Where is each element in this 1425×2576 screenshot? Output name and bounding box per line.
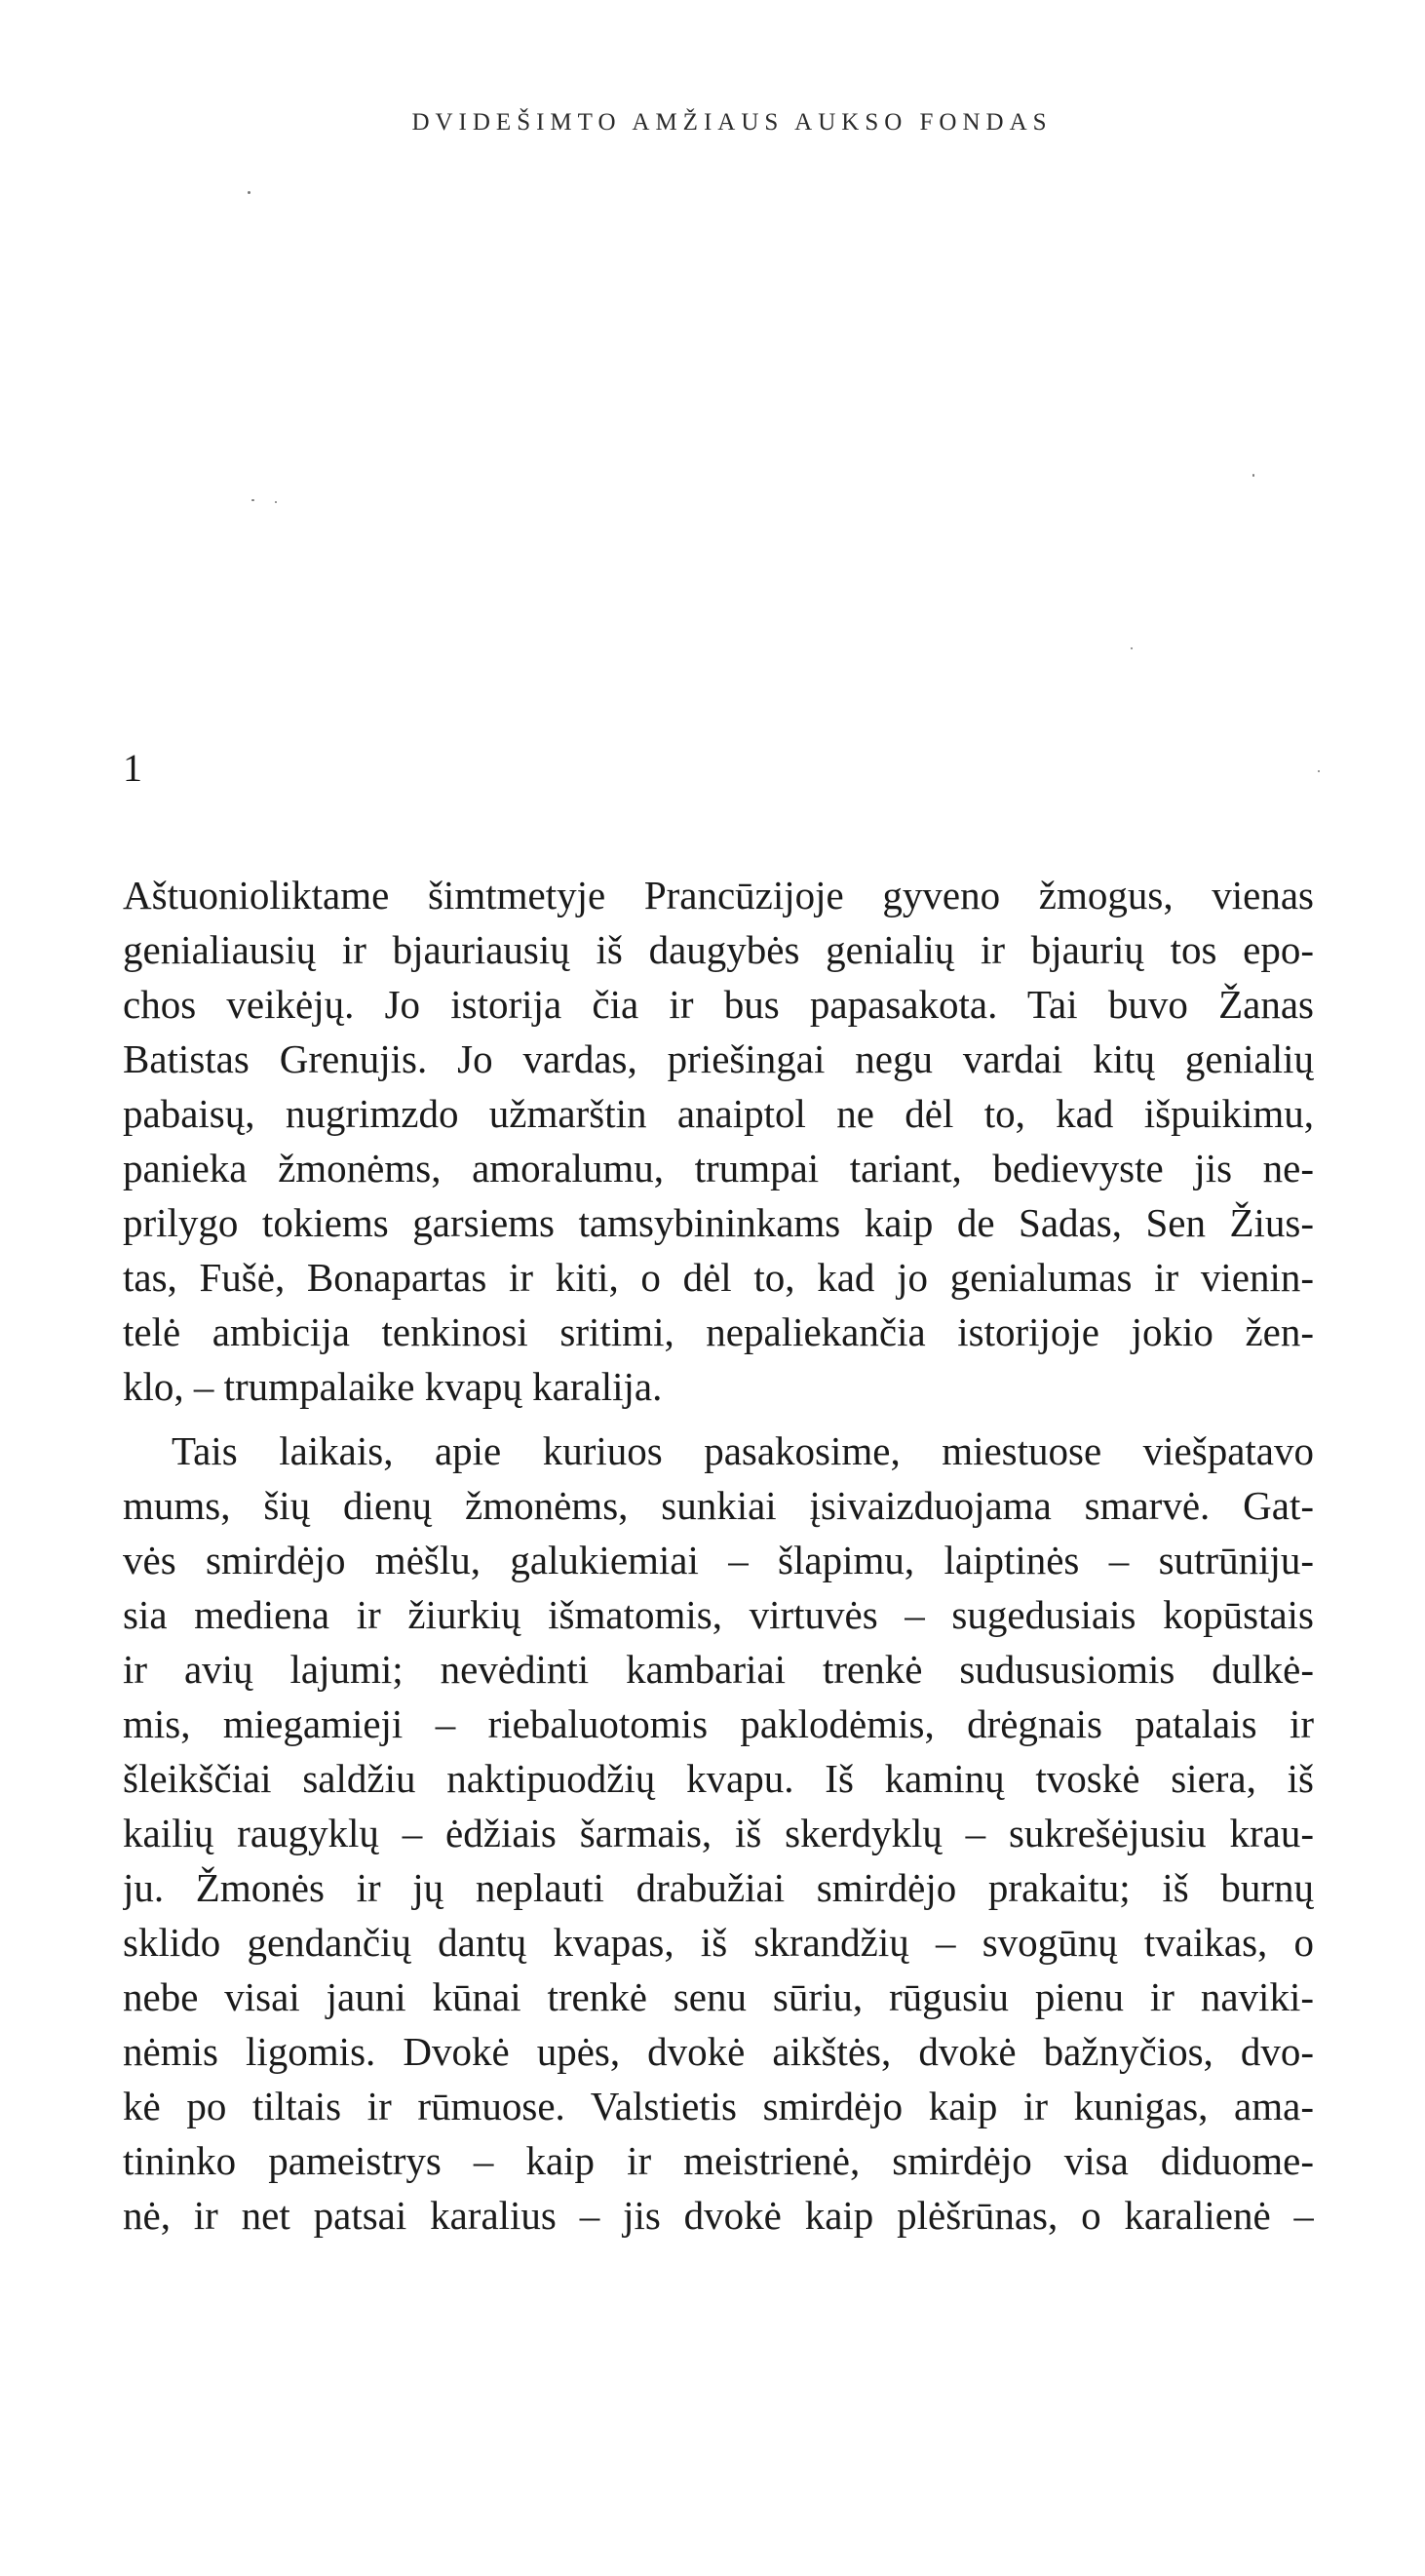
text-line: Aštuonioliktame šimtmetyje Prancūzijoje gyveno žmogus, vienas	[123, 873, 1314, 917]
text-line: telė ambicija tenkinosi sritimi, nepaliekančia istorijoje jokio žen-	[123, 1309, 1314, 1354]
paragraph-2	[123, 1424, 1314, 2243]
text-line: panieka žmonėms, amoralumu, trumpai tariant, bedievyste jis ne-	[123, 1146, 1314, 1190]
running-header: DVIDEŠIMTO AMŽIAUS AUKSO FONDAS	[411, 109, 1053, 136]
paragraph-1	[123, 868, 1314, 1414]
text-line: vės smirdėjo mėšlu, galukiemiai – šlapimu, laiptinės – sutrūniju-	[123, 1538, 1314, 1582]
scan-speck	[275, 501, 277, 503]
text-line: chos veikėjų. Jo istorija čia ir bus papasakota. Tai buvo Žanas	[123, 982, 1314, 1027]
text-line: nebe visai jauni kūnai trenkė senu sūriu, rūgusiu pienu ir naviki-	[123, 1974, 1314, 2019]
scan-speck	[251, 499, 254, 501]
text-line: ju. Žmonės ir jų neplauti drabužiai smirdėjo prakaitu; iš burnų	[123, 1865, 1314, 1910]
paragraph-gap	[123, 1414, 1314, 1424]
text-line: genialiausių ir bjauriausių iš daugybės genialių ir bjaurių tos epo-	[123, 927, 1314, 972]
text-line: prilygo tokiems garsiems tamsybininkams kaip de Sadas, Sen Žius-	[123, 1200, 1314, 1245]
scan-speck	[1318, 770, 1320, 772]
text-line: Batistas Grenujis. Jo vardas, priešingai negu vardai kitų genialių	[123, 1036, 1314, 1081]
body-text	[123, 868, 1314, 2243]
scan-speck	[1131, 647, 1133, 649]
text-line: tininko pameistrys – kaip ir meistrienė, smirdėjo visa diduome-	[123, 2138, 1314, 2183]
text-line: sia mediena ir žiurkių išmatomis, virtuvės – sugedusiais kopūstais	[123, 1592, 1314, 1637]
text-line: nė, ir net patsai karalius – jis dvokė kaip plėšrūnas, o karalienė –	[123, 2193, 1314, 2238]
text-line: tas, Fušė, Bonapartas ir kiti, o dėl to, kad jo genialumas ir vienin-	[123, 1255, 1314, 1300]
text-line: kė po tiltais ir rūmuose. Valstietis smirdėjo kaip ir kunigas, ama-	[123, 2084, 1314, 2128]
text-line: pabaisų, nugrimzdo užmarštin anaiptol ne dėl to, kad išpuikimu,	[123, 1091, 1314, 1136]
text-line: sklido gendančių dantų kvapas, iš skrandžių – svogūnų tvaikas, o	[123, 1920, 1314, 1965]
text-line: nėmis ligomis. Dvokė upės, dvokė aikštės, dvokė bažnyčios, dvo-	[123, 2029, 1314, 2074]
chapter-number: 1	[123, 746, 142, 790]
text-line: šleikščiai saldžiu naktipuodžių kvapu. Iš kaminų tvoskė siera, iš	[123, 1756, 1314, 1801]
text-line: mums, šių dienų žmonėms, sunkiai įsivaizduojama smarvė. Gat-	[123, 1483, 1314, 1528]
text-line: klo, – trumpalaike kvapų karalija.	[123, 1364, 663, 1409]
text-line: kailių raugyklų – ėdžiais šarmais, iš skerdyklų – sukrešėjusiu krau-	[123, 1811, 1314, 1855]
scan-speck	[1252, 474, 1254, 477]
text-line: ir avių lajumi; nevėdinti kambariai trenkė sudususiomis dulkė-	[123, 1647, 1314, 1692]
scan-speck	[248, 191, 250, 194]
text-line: Tais laikais, apie kuriuos pasakosime, miestuose viešpatavo	[172, 1428, 1314, 1473]
text-line: mis, miegamieji – riebaluotomis paklodėmis, drėgnais patalais ir	[123, 1701, 1314, 1746]
